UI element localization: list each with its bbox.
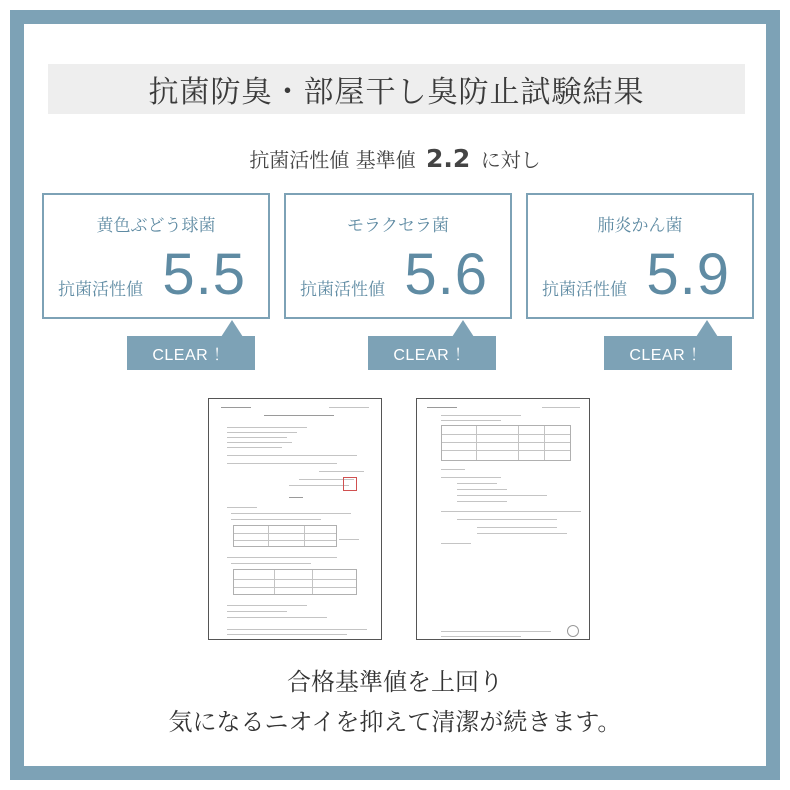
badge-pointer — [696, 320, 718, 337]
seal-stamp — [343, 477, 357, 491]
badge-pointer — [221, 320, 243, 337]
badge-pointer — [452, 320, 474, 337]
seal-mark — [567, 625, 579, 637]
activity-label: 抗菌活性値 — [58, 280, 143, 300]
result-card-klebsiella — [526, 193, 754, 319]
organism-name: モラクセラ菌 — [347, 216, 449, 236]
subtitle-suffix: に対し — [480, 148, 541, 172]
activity-label: 抗菌活性値 — [300, 280, 385, 300]
clear-badge-label: CLEAR ！ — [152, 346, 230, 364]
clear-badge — [127, 336, 255, 370]
result-card-moraxella — [284, 193, 512, 319]
test-report-page-2 — [416, 398, 590, 640]
result-card-staphylococcus — [42, 193, 270, 319]
activity-label: 抗菌活性値 — [542, 280, 627, 300]
clear-badge — [368, 336, 496, 370]
organism-name: 肺炎かん菌 — [597, 216, 683, 236]
footer-line-2: 気になるニオイを抑えて清潔が続きます。 — [168, 708, 622, 736]
activity-value: 5.5 — [162, 242, 246, 307]
test-report-page-1 — [208, 398, 382, 640]
footer-line-1: 合格基準値を上回り — [287, 668, 503, 696]
subtitle — [0, 144, 790, 173]
activity-value: 5.6 — [404, 242, 488, 307]
clear-badge-label: CLEAR ！ — [629, 346, 707, 364]
clear-badge — [604, 336, 732, 370]
organism-name: 黄色ぶどう球菌 — [96, 216, 216, 236]
clear-badge-label: CLEAR ！ — [393, 346, 471, 364]
title-band — [48, 64, 745, 114]
subtitle-prefix: 抗菌活性値 基準値 — [249, 148, 416, 172]
page-title: 抗菌防臭・部屋干し臭防止試験結果 — [148, 75, 645, 110]
activity-value: 5.9 — [646, 242, 730, 307]
subtitle-value: 2.2 — [426, 144, 471, 173]
